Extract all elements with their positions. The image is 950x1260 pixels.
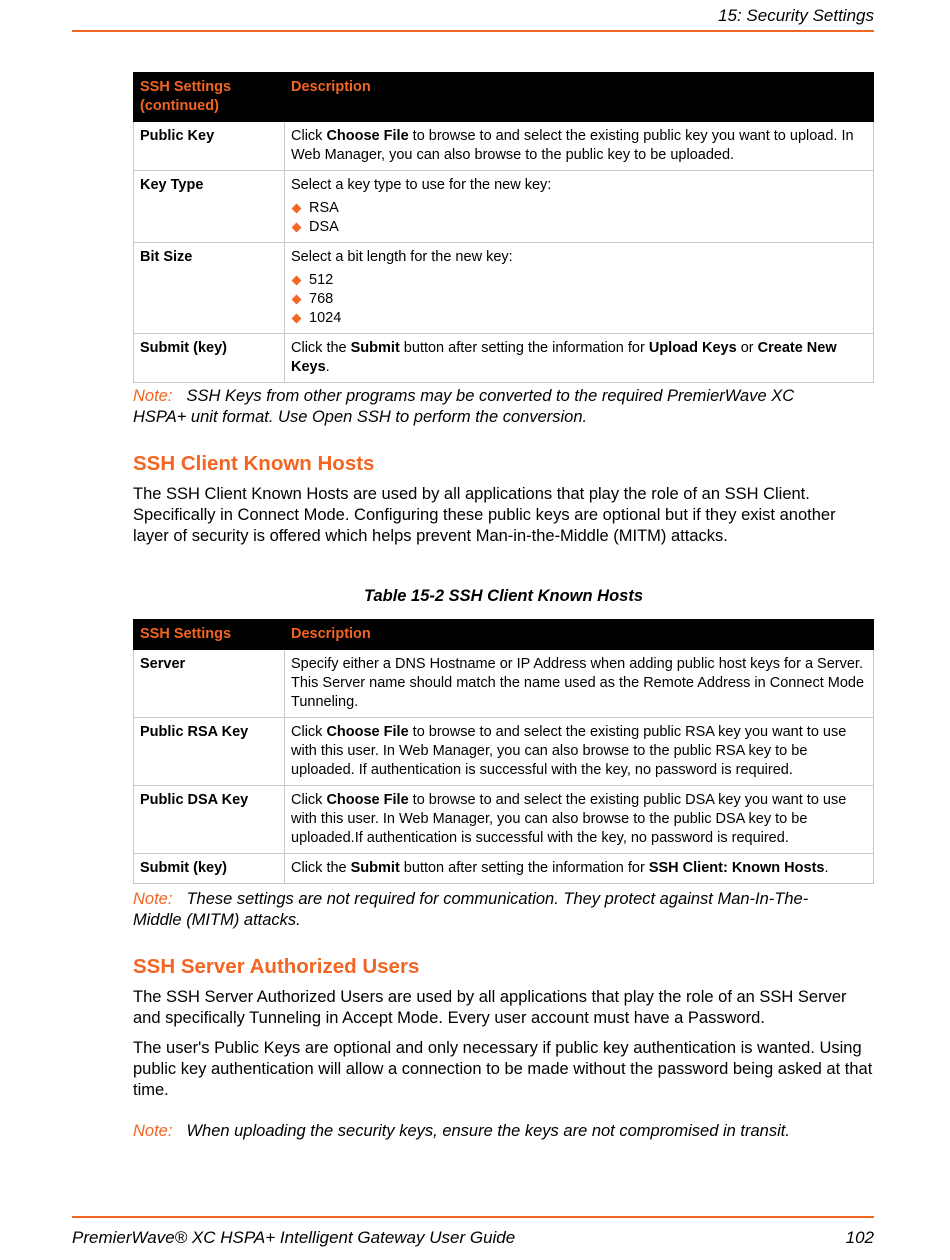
list-item: RSA (291, 199, 867, 218)
page-header (72, 6, 874, 32)
row-name: Submit (key) (134, 854, 285, 884)
option-list (291, 271, 867, 328)
note-label: Note: (133, 387, 173, 405)
table-row (134, 786, 874, 854)
diamond-bullet-icon (292, 295, 302, 305)
row-name: Public DSA Key (134, 786, 285, 854)
diamond-bullet-icon (292, 204, 302, 214)
row-description: Click the Submit button after setting the information for Upload Keys or Create New Keys. (285, 334, 874, 383)
table-row (134, 334, 874, 383)
table-caption: Table 15-2 SSH Client Known Hosts (363, 587, 644, 605)
note-mitm (133, 889, 833, 931)
page-footer (72, 1216, 874, 1247)
diamond-bullet-icon (292, 276, 302, 286)
header-description: Description (285, 620, 874, 650)
list-item: 768 (291, 290, 867, 309)
list-item: 1024 (291, 309, 867, 328)
header-description: Description (285, 73, 874, 122)
note-label: Note: (133, 1122, 173, 1140)
table-row (134, 718, 874, 786)
known-hosts-table (133, 619, 874, 884)
row-description: Select a key type to use for the new key: RSA DSA (285, 171, 874, 243)
table-row (134, 122, 874, 171)
row-name: Server (134, 650, 285, 718)
row-description: Select a bit length for the new key: 512 768 1024 (285, 243, 874, 334)
header-settings: SSH Settings (continued) (134, 73, 285, 122)
option-list (291, 199, 867, 237)
section-heading-authorized-users: SSH Server Authorized Users (133, 955, 420, 978)
note-text: SSH Keys from other programs may be converted to the required PremierWave XC HSPA+ unit format. Use Open SSH to perform the conversion. (133, 387, 795, 426)
table-row (134, 650, 874, 718)
row-description: Click Choose File to browse to and select the existing public key you want to upload. In Web Manager, you can also browse to the public key to be uploaded. (285, 122, 874, 171)
guide-title: PremierWave® XC HSPA+ Intelligent Gateway User Guide (72, 1228, 516, 1247)
list-item: 512 (291, 271, 867, 290)
authorized-users-paragraph-2: The user's Public Keys are optional and only necessary if public key authentication is wanted. Using public key authentication will allow a connection to be made without the password being asked at that time. (133, 1039, 873, 1099)
diamond-bullet-icon (292, 223, 302, 233)
note-text: When uploading the security keys, ensure the keys are not compromised in transit. (186, 1122, 790, 1140)
ssh-settings-table (133, 72, 874, 383)
note-label: Note: (133, 890, 173, 908)
table-row (134, 171, 874, 243)
table-header-row (134, 620, 874, 650)
note-ssh-keys (133, 386, 833, 428)
row-name: Public Key (134, 122, 285, 171)
note-transit (133, 1121, 833, 1142)
row-name: Submit (key) (134, 334, 285, 383)
row-description: Click the Submit button after setting the information for SSH Client: Known Hosts. (285, 854, 874, 884)
table-row (134, 854, 874, 884)
row-name: Public RSA Key (134, 718, 285, 786)
chapter-title: 15: Security Settings (718, 6, 874, 25)
authorized-users-paragraph-1: The SSH Server Authorized Users are used by all applications that play the role of an SSH Server and specifically Tunneling in Accept Mode. Every user account must have a Password. (133, 988, 847, 1027)
row-description: Click Choose File to browse to and select the existing public RSA key you want to use with this user. In Web Manager, you can also browse to the public RSA key to be uploaded. If authentication is successful with the key, no password is required. (285, 718, 874, 786)
list-item: DSA (291, 218, 867, 237)
section-heading-known-hosts: SSH Client Known Hosts (133, 452, 375, 475)
row-name: Key Type (134, 171, 285, 243)
diamond-bullet-icon (292, 314, 302, 324)
known-hosts-paragraph: The SSH Client Known Hosts are used by all applications that play the role of an SSH Client. Specifically in Connect Mode. Configuring these public keys are optional but if they exist another layer of security is offered which helps prevent Man-in-the-Middle (MITM) attacks. (133, 485, 836, 545)
page-number: 102 (845, 1228, 874, 1247)
row-description: Click Choose File to browse to and select the existing public DSA key you want to use with this user. In Web Manager, you can also browse to the public DSA key to be uploaded.If authentication is successful with the key, no password is required. (285, 786, 874, 854)
note-text: These settings are not required for communication. They protect against Man-In-The-Middle (MITM) attacks. (133, 890, 809, 929)
row-description: Specify either a DNS Hostname or IP Address when adding public host keys for a Server. This Server name should match the name used as the Remote Address in Connect Mode Tunneling. (285, 650, 874, 718)
row-name: Bit Size (134, 243, 285, 334)
table-row (134, 243, 874, 334)
table-header-row (134, 73, 874, 122)
header-settings: SSH Settings (134, 620, 285, 650)
